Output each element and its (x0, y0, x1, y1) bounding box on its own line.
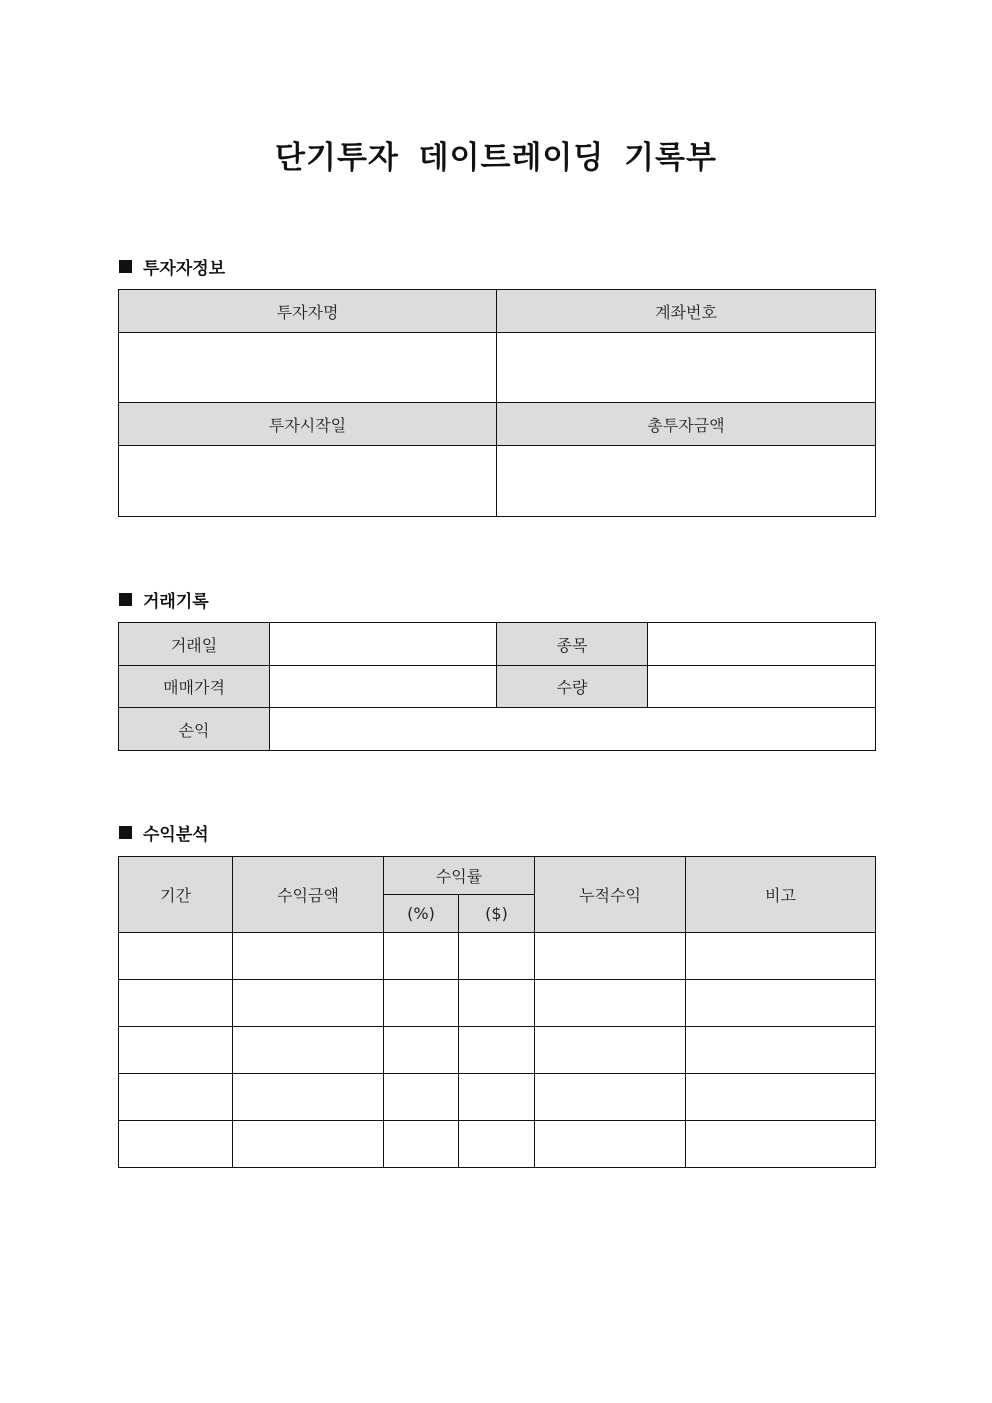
field-quantity[interactable] (648, 666, 876, 708)
header-profit-amount: 수익금액 (233, 857, 384, 933)
cell-return-pct[interactable] (384, 1121, 459, 1168)
cell-note[interactable] (686, 980, 876, 1027)
cell-return-pct[interactable] (384, 1027, 459, 1074)
table-row (119, 1027, 876, 1074)
table-row (119, 1074, 876, 1121)
cell-return-usd[interactable] (459, 1027, 535, 1074)
cell-cumulative[interactable] (535, 1121, 686, 1168)
cell-note[interactable] (686, 1121, 876, 1168)
cell-period[interactable] (119, 1121, 233, 1168)
cell-return-pct[interactable] (384, 933, 459, 980)
cell-note[interactable] (686, 933, 876, 980)
section-heading-label: 거래기록 (143, 592, 209, 612)
label-account-number: 계좌번호 (497, 290, 876, 333)
header-note: 비고 (686, 857, 876, 933)
table-row (119, 980, 876, 1027)
cell-return-usd[interactable] (459, 1121, 535, 1168)
section-heading-label: 수익분석 (143, 825, 209, 845)
cell-cumulative[interactable] (535, 1074, 686, 1121)
cell-return-usd[interactable] (459, 933, 535, 980)
cell-profit-amount[interactable] (233, 933, 384, 980)
field-investor-name[interactable] (119, 333, 497, 403)
section-heading-trade-record (119, 587, 209, 612)
cell-cumulative[interactable] (535, 980, 686, 1027)
cell-profit-amount[interactable] (233, 980, 384, 1027)
page-title: 단기투자 데이트레이딩 기록부 (275, 140, 717, 176)
cell-period[interactable] (119, 1074, 233, 1121)
cell-cumulative[interactable] (535, 1027, 686, 1074)
section-heading-label: 투자자정보 (143, 259, 226, 279)
field-total-amount[interactable] (497, 446, 876, 517)
section-heading-profit-analysis (119, 820, 209, 845)
field-ticker[interactable] (648, 623, 876, 666)
investor-info-table (118, 289, 876, 517)
label-trade-date: 거래일 (119, 623, 270, 666)
cell-return-pct[interactable] (384, 1074, 459, 1121)
cell-profit-amount[interactable] (233, 1074, 384, 1121)
section-heading-investor-info (119, 254, 225, 279)
header-period: 기간 (119, 857, 233, 933)
cell-note[interactable] (686, 1074, 876, 1121)
label-quantity: 수량 (497, 666, 648, 708)
label-price: 매매가격 (119, 666, 270, 708)
cell-profit-amount[interactable] (233, 1027, 384, 1074)
trade-record-table (118, 622, 876, 751)
label-ticker: 종목 (497, 623, 648, 666)
header-cumulative: 누적수익 (535, 857, 686, 933)
table-row (119, 1121, 876, 1168)
cell-period[interactable] (119, 980, 233, 1027)
cell-period[interactable] (119, 1027, 233, 1074)
label-start-date: 투자시작일 (119, 403, 497, 446)
field-price[interactable] (270, 666, 497, 708)
square-bullet-icon (119, 593, 132, 606)
profit-analysis-table (118, 856, 876, 1168)
cell-cumulative[interactable] (535, 933, 686, 980)
field-start-date[interactable] (119, 446, 497, 517)
header-return-rate: 수익률 (384, 857, 535, 895)
cell-return-usd[interactable] (459, 1074, 535, 1121)
square-bullet-icon (119, 826, 132, 839)
header-return-usd: ($) (459, 895, 535, 933)
cell-period[interactable] (119, 933, 233, 980)
table-row (119, 933, 876, 980)
label-investor-name: 투자자명 (119, 290, 497, 333)
square-bullet-icon (119, 260, 132, 273)
cell-note[interactable] (686, 1027, 876, 1074)
cell-return-pct[interactable] (384, 980, 459, 1027)
field-pnl[interactable] (270, 708, 876, 751)
cell-profit-amount[interactable] (233, 1121, 384, 1168)
header-return-pct: (%) (384, 895, 459, 933)
field-trade-date[interactable] (270, 623, 497, 666)
label-total-amount: 총투자금액 (497, 403, 876, 446)
field-account-number[interactable] (497, 333, 876, 403)
cell-return-usd[interactable] (459, 980, 535, 1027)
label-pnl: 손익 (119, 708, 270, 751)
